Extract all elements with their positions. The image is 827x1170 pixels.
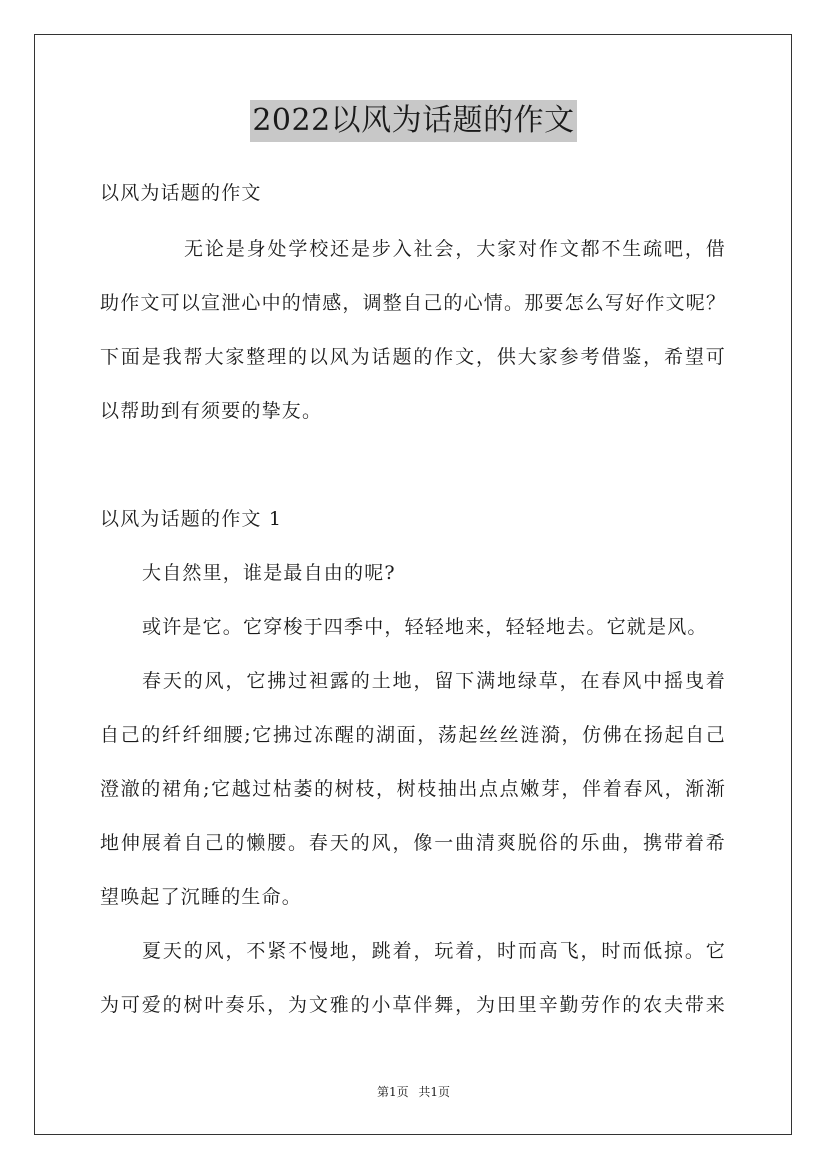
spring-line-5: 望唤起了沉睡的生命。 <box>100 886 303 908</box>
summer-line-1: 夏天的风，不紧不慢地，跳着，玩着，时而高飞，时而低掠。它 <box>142 940 726 962</box>
spring-line-3: 澄澈的裙角;它越过枯萎的树枝，树枝抽出点点嫩芽，伴着春风，渐渐 <box>100 778 726 800</box>
intro-line-4: 以帮助到有须要的挚友。 <box>100 400 323 422</box>
page-number: 第1页 <box>376 1085 409 1099</box>
page-footer <box>0 1084 827 1100</box>
spring-line-2: 自己的纤纤细腰;它拂过冻醒的湖面，荡起丝丝涟漪，仿佛在扬起自己 <box>100 724 726 746</box>
intro-line-3: 下面是我帮大家整理的以风为话题的作文，供大家参考借鉴，希望可 <box>100 346 726 368</box>
essay-1-heading: 以风为话题的作文 1 <box>100 508 283 530</box>
intro-line-2: 助作文可以宣泄心中的情感，调整自己的心情。那要怎么写好作文呢？ <box>100 292 727 314</box>
document-title: 2022以风为话题的作文 <box>250 100 576 142</box>
page-total: 共1页 <box>418 1085 451 1099</box>
title-container <box>0 100 827 142</box>
essay-line-1: 大自然里，谁是最自由的呢? <box>142 562 396 584</box>
section-heading: 以风为话题的作文 <box>100 182 262 204</box>
essay-line-2: 或许是它。它穿梭于四季中，轻轻地来，轻轻地去。它就是风。 <box>142 616 708 638</box>
spring-line-1: 春天的风，它拂过袒露的土地，留下满地绿草，在春风中摇曳着 <box>142 670 726 692</box>
intro-line-1: 无论是身处学校还是步入社会，大家对作文都不生疏吧，借 <box>184 238 726 260</box>
spring-line-4: 地伸展着自己的懒腰。春天的风，像一曲清爽脱俗的乐曲，携带着希 <box>100 832 726 854</box>
summer-line-2: 为可爱的树叶奏乐，为文雅的小草伴舞，为田里辛勤劳作的农夫带来 <box>100 994 726 1016</box>
